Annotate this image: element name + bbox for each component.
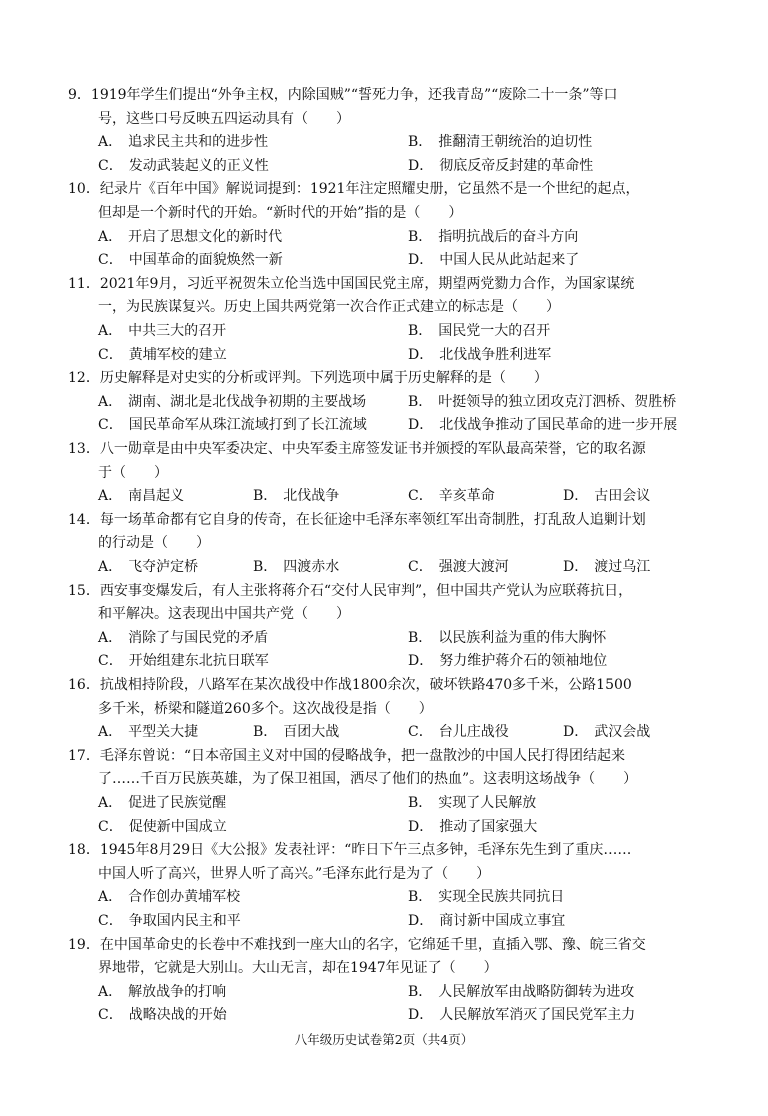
option-text: 平型关大捷 [128, 724, 199, 741]
question-stem-line: 11．2021年9月，习近平祝贺朱立伦当选中国国民党主席，期望两党勠力合作，为国家谋统 [68, 275, 635, 292]
option-label: D． [408, 818, 434, 835]
option-label: A． [98, 228, 123, 245]
answer-option [408, 910, 718, 934]
question-stem-line: 的行动是（ ） [98, 535, 210, 552]
option-text: 台儿庄战役 [438, 724, 509, 741]
question-stem-line: 17．毛泽东曾说：“日本帝国主义对中国的侵略战争，把一盘散沙的中国人民打得团结起来 [68, 747, 625, 764]
option-label: D． [563, 488, 589, 505]
answer-option [408, 131, 718, 155]
option-text: 北伐战争胜利进军 [439, 346, 552, 363]
answer-option [98, 485, 253, 509]
option-row [68, 886, 728, 910]
answer-option [408, 816, 718, 840]
option-text: 中国革命的面貌焕然一新 [128, 252, 283, 269]
option-label: C． [98, 346, 123, 363]
option-text: 开始组建东北抗日联军 [128, 653, 269, 670]
question-17 [68, 745, 728, 839]
answer-option [253, 556, 408, 580]
option-text: 武汉会战 [594, 724, 651, 741]
answer-option [408, 249, 718, 273]
answer-option [408, 391, 718, 415]
option-text: 国民革命军从珠江流域打到了长江流域 [128, 417, 367, 434]
option-text: 争取国内民主和平 [128, 912, 241, 929]
option-text: 人民解放军消灭了国民党军主力 [439, 1007, 636, 1024]
answer-option [98, 792, 408, 816]
option-label: D． [408, 1007, 434, 1024]
question-12 [68, 367, 728, 438]
option-row [68, 391, 728, 415]
option-label: B． [408, 228, 433, 245]
option-text: 合作创办黄埔军校 [128, 889, 241, 906]
answer-option [98, 556, 253, 580]
option-text: 人民解放军由战略防御转为进攻 [438, 983, 635, 1000]
option-text: 辛亥革命 [438, 488, 495, 505]
option-label: B． [408, 322, 433, 339]
option-text: 努力维护蒋介石的领袖地位 [439, 653, 608, 670]
option-label: B． [253, 558, 278, 575]
question-19 [68, 934, 728, 1028]
answer-option [98, 226, 408, 250]
option-label: C． [408, 558, 433, 575]
answer-option [408, 226, 718, 250]
answer-option [98, 414, 408, 438]
option-text: 国民党一大的召开 [438, 322, 551, 339]
option-label: B． [408, 393, 433, 410]
option-text: 中国人民从此站起来了 [439, 252, 580, 269]
option-text: 古田会议 [594, 488, 651, 505]
question-13 [68, 438, 728, 509]
answer-option [98, 249, 408, 273]
question-11 [68, 273, 728, 367]
question-15 [68, 580, 728, 674]
answer-option [563, 721, 718, 745]
option-label: C． [408, 488, 433, 505]
answer-option [98, 886, 408, 910]
option-label: A． [98, 134, 123, 151]
answer-option [408, 792, 718, 816]
answer-option [408, 650, 718, 674]
question-10 [68, 178, 728, 272]
answer-option [408, 485, 563, 509]
answer-option [98, 320, 408, 344]
question-stem-line: 了……千百万民族英雄，为了保卫祖国，洒尽了他们的热血”。这表明这场战争（ ） [98, 771, 638, 788]
answer-option [98, 650, 408, 674]
option-label: D． [408, 252, 434, 269]
option-label: A． [98, 983, 123, 1000]
question-stem-line: 19．在中国革命史的长卷中不难找到一座大山的名字，它绵延千里，直插入鄂、豫、皖三省交 [68, 936, 646, 953]
option-text: 实现全民族共同抗日 [438, 889, 565, 906]
answer-option [563, 556, 718, 580]
question-stem-line: 10．纪录片《百年中国》解说词提到：1921年注定照耀史册，它虽然不是一个世纪的起点， [68, 181, 640, 198]
option-row [68, 155, 728, 179]
option-text: 中共三大的召开 [128, 322, 227, 339]
option-label: B． [408, 983, 433, 1000]
question-stem-line: 但却是一个新时代的开始。“新时代的开始”指的是（ ） [98, 204, 463, 221]
option-text: 发动武装起义的正义性 [128, 157, 269, 174]
option-label: D． [408, 346, 434, 363]
option-text: 促进了民族觉醒 [128, 794, 227, 811]
option-label: B． [253, 724, 278, 741]
option-label: C． [98, 653, 123, 670]
question-18 [68, 839, 728, 933]
question-stem-line: 14．每一场革命都有它自身的传奇，在长征途中毛泽东率领红军出奇制胜，打乱敌人追剿计划 [68, 511, 646, 528]
answer-option [563, 485, 718, 509]
option-row [68, 414, 728, 438]
option-label: A． [98, 322, 123, 339]
option-label: D． [408, 912, 434, 929]
question-stem-line: 9．1919年学生们提出“外争主权，内除国贼”“誓死力争，还我青岛”“废除二十一条”等口 [68, 87, 618, 103]
answer-option [98, 344, 408, 368]
answer-option [98, 1004, 408, 1028]
option-label: D． [408, 417, 434, 434]
option-label: B． [408, 794, 433, 811]
answer-option [98, 131, 408, 155]
question-stem-line: 12．历史解释是对史实的分析或评判。下列选项中属于历史解释的是（ ） [68, 370, 548, 387]
option-label: B． [408, 629, 433, 646]
option-text: 消除了与国民党的矛盾 [128, 629, 269, 646]
option-label: A． [98, 558, 123, 575]
option-row [68, 650, 728, 674]
option-label: D． [408, 157, 434, 174]
answer-option [98, 910, 408, 934]
option-label: A． [98, 724, 123, 741]
option-text: 四渡赤水 [283, 558, 340, 575]
question-stem-line: 18．1945年8月29日《大公报》发表社评：“昨日下午三点多钟，毛泽东先生到了重庆…… [68, 842, 632, 859]
option-text: 北伐战争推动了国民革命的进一步开展 [439, 417, 678, 434]
option-row [68, 981, 728, 1005]
option-label: B． [408, 134, 433, 151]
option-label: A． [98, 889, 123, 906]
option-row [68, 131, 728, 155]
answer-option [98, 391, 408, 415]
answer-option [408, 344, 718, 368]
option-label: C． [98, 818, 123, 835]
page-footer: 八年级历史试卷第2页（共4页） [294, 1032, 474, 1047]
option-text: 黄埔军校的建立 [128, 346, 227, 363]
question-stem-line: 一，为民族谋复兴。历史上国共两党第一次合作正式建立的标志是（ ） [98, 299, 560, 316]
option-label: D． [563, 558, 589, 575]
option-text: 推动了国家强大 [439, 818, 538, 835]
option-row [68, 792, 728, 816]
option-text: 南昌起义 [128, 488, 185, 505]
option-label: C． [408, 724, 433, 741]
option-text: 百团大战 [283, 724, 340, 741]
answer-option [98, 627, 408, 651]
option-label: B． [408, 889, 433, 906]
option-row [68, 721, 728, 745]
answer-option [98, 816, 408, 840]
option-label: C． [98, 157, 123, 174]
question-9 [68, 84, 728, 178]
option-row [68, 344, 728, 368]
option-row [68, 627, 728, 651]
option-text: 推翻清王朝统治的迫切性 [438, 134, 593, 151]
answer-option [408, 320, 718, 344]
option-row [68, 320, 728, 344]
option-text: 追求民主共和的进步性 [128, 134, 269, 151]
option-row [68, 226, 728, 250]
answer-option [408, 556, 563, 580]
option-text: 实现了人民解放 [438, 794, 537, 811]
option-row [68, 816, 728, 840]
option-label: A． [98, 629, 123, 646]
option-text: 北伐战争 [283, 488, 340, 505]
question-stem-line: 15．西安事变爆发后，有人主张将蒋介石“交付人民审判”，但中国共产党认为应联蒋抗日， [68, 582, 633, 599]
answer-option [408, 1004, 718, 1028]
option-row [68, 556, 728, 580]
option-label: D． [408, 653, 434, 670]
question-14 [68, 509, 728, 580]
option-text: 湖南、湖北是北伐战争初期的主要战场 [128, 393, 367, 410]
option-row [68, 249, 728, 273]
option-text: 渡过乌江 [594, 558, 651, 575]
answer-option [98, 155, 408, 179]
question-16 [68, 674, 728, 745]
option-label: D． [563, 724, 589, 741]
answer-option [408, 155, 718, 179]
option-label: A． [98, 794, 123, 811]
answer-option [98, 981, 408, 1005]
option-text: 以民族利益为重的伟大胸怀 [438, 629, 607, 646]
answer-option [408, 627, 718, 651]
answer-option [408, 414, 718, 438]
answer-option [98, 721, 253, 745]
answer-option [253, 485, 408, 509]
option-text: 飞夺泸定桥 [128, 558, 199, 575]
option-label: C． [98, 252, 123, 269]
question-stem-line: 16．抗战相持阶段，八路军在某次战役中作战1800余次，破坏铁路470多千米，公路1500 [68, 677, 632, 693]
option-label: A． [98, 393, 123, 410]
option-label: A． [98, 488, 123, 505]
option-text: 强渡大渡河 [438, 558, 509, 575]
option-label: C． [98, 912, 123, 929]
question-stem-line: 13．八一勋章是由中央军委决定、中央军委主席签发证书并颁授的军队最高荣誉，它的取名源 [68, 441, 646, 457]
option-label: B． [253, 488, 278, 505]
option-label: C． [98, 417, 123, 434]
answer-option [408, 981, 718, 1005]
question-stem-line: 号，这些口号反映五四运动具有（ ） [98, 110, 350, 127]
question-stem-line: 中国人听了高兴，世界人听了高兴。”毛泽东此行是为了（ ） [98, 865, 491, 882]
question-stem-line: 和平解决。这表现出中国共产党（ ） [98, 606, 350, 623]
option-text: 叶挺领导的独立团攻克汀泗桥、贺胜桥 [438, 393, 677, 410]
option-text: 指明抗战后的奋斗方向 [438, 228, 579, 245]
question-stem-line: 界地带，它就是大别山。大山无言，却在1947年见证了（ ） [98, 960, 498, 977]
option-text: 战略决战的开始 [128, 1007, 227, 1024]
question-stem-line: 多千米，桥梁和隧道260多个。这次战役是指（ ） [98, 700, 433, 717]
answer-option [408, 886, 718, 910]
answer-option [408, 721, 563, 745]
option-text: 促使新中国成立 [128, 818, 227, 835]
question-stem-line: 于（ ） [98, 464, 168, 481]
option-row [68, 1004, 728, 1028]
option-label: C． [98, 1007, 123, 1024]
option-row [68, 910, 728, 934]
option-text: 彻底反帝反封建的革命性 [439, 157, 594, 174]
option-text: 解放战争的打响 [128, 983, 227, 1000]
answer-option [253, 721, 408, 745]
option-text: 开启了思想文化的新时代 [128, 228, 283, 245]
option-row [68, 485, 728, 509]
option-text: 商讨新中国成立事宜 [439, 912, 566, 929]
